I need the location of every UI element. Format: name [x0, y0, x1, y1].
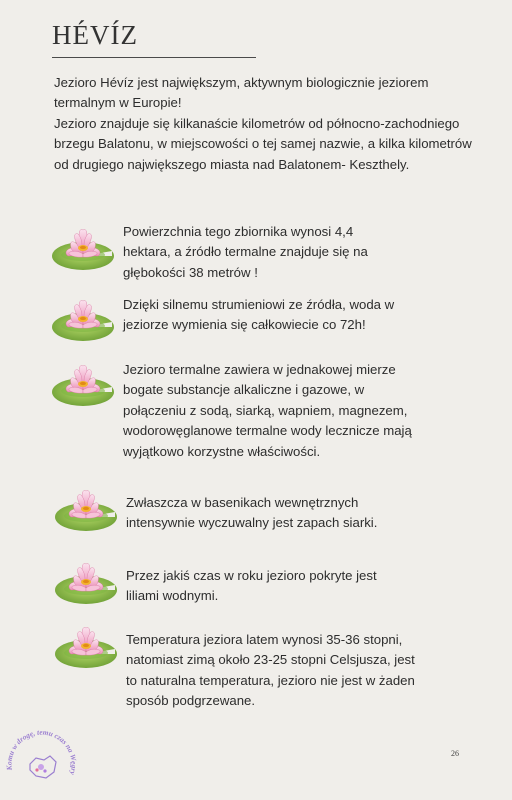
water-lily-icon	[53, 622, 117, 670]
fact-text: Dzięki silnemu strumieniowi ze źródła, woda w jeziorze wymienia się całkowiecie co 72h!	[123, 297, 395, 333]
intro-text	[54, 73, 474, 175]
water-lily-icon	[50, 295, 114, 343]
intro-line: Jezioro Hévíz jest największym, aktywnym biologicznie jeziorem termalnym w Europie!	[54, 75, 429, 111]
fact-text: Powierzchnia tego zbiornika wynosi 4,4 hektara, a źródło termalne znajduje się na głębokości 38 metrów !	[123, 224, 368, 280]
fact-text: Temperatura jeziora latem wynosi 35-36 stopni, natomiast zimą około 23-25 stopni Celsjusza, jest to naturalna temperatura, jezioro nie jest w żaden sposób podgrzewane.	[126, 632, 415, 709]
title-underline	[52, 57, 256, 58]
stamp-logo	[0, 724, 80, 800]
fact-text: Jezioro termalne zawiera w jednakowej mierze bogate substancje alkaliczne i gazowe, w połączeniu z sodą, siarką, wapniem, magnezem, wodorowęglanowe termalne wody lecznicze mają wyjątkowo korzystne właściwości.	[123, 362, 412, 459]
intro-line: Jezioro znajduje się kilkanaście kilometrów od północno-zachodniego brzegu Balatonu, w miejscowości o tej samej nazwie, a kilka kilometrów od drugiego największego miasta nad Balatonem- Keszthely.	[54, 115, 472, 172]
water-lily-icon	[50, 360, 114, 408]
svg-text:Komu w drogę, temu czas na Węg: Komu w drogę, temu czas na Węgry	[4, 727, 79, 777]
page-number: 26	[451, 749, 459, 758]
water-lily-icon	[50, 224, 114, 272]
page-title: HÉVÍZ	[52, 20, 138, 50]
fact-text: Zwłaszcza w basenikach wewnętrznych intensywnie wyczuwalny jest zapach siarki.	[126, 495, 378, 531]
water-lily-icon	[53, 558, 117, 606]
fact-text: Przez jakiś czas w roku jezioro pokryte jest liliami wodnymi.	[126, 568, 377, 604]
water-lily-icon	[53, 485, 117, 533]
